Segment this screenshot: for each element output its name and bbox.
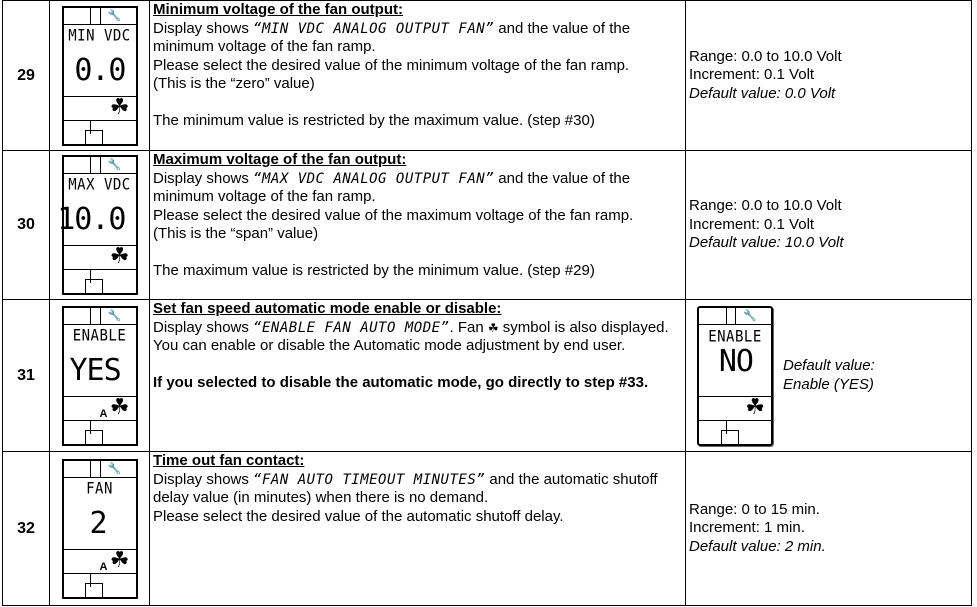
step-row-32 (3, 452, 972, 606)
range-text: Range: 0 to 15 min. (689, 500, 820, 518)
fan-icon: ☘ (487, 320, 499, 335)
default-text: Default value: 0.0 Volt (689, 84, 836, 102)
fan-icon: ☘ (109, 93, 130, 119)
desc-text: Display shows (153, 169, 254, 187)
step-title: Set fan speed automatic mode enable or disable: (153, 300, 502, 317)
wrench-icon: 🔧 (107, 309, 122, 322)
step-description (150, 452, 686, 606)
lcd-display-cell (50, 1, 150, 151)
desc-line: The minimum value is restricted by the maximum value. (step #30) (153, 111, 595, 129)
lcd-value: 10.0 (57, 202, 126, 237)
step-number: 31 (3, 300, 50, 452)
lcd-label: ENABLE (708, 327, 762, 346)
default-value: Enable (YES) (783, 375, 874, 393)
lcd-label: MIN VDC (68, 26, 131, 45)
step-title: Time out fan contact: (153, 452, 305, 469)
lcd-display (62, 306, 138, 446)
lcd-value: YES (69, 352, 121, 388)
settings-steps-table (2, 0, 972, 606)
desc-lcd-text: “ENABLE FAN AUTO MODE” (253, 319, 450, 336)
desc-line: (This is the “span” value) (153, 225, 319, 242)
step-number: 29 (3, 1, 50, 151)
step-number: 32 (3, 452, 50, 606)
step-description (150, 151, 686, 300)
desc-lcd-text: “FAN AUTO TIMEOUT MINUTES” (253, 471, 486, 488)
step-description (150, 1, 686, 151)
range-cell (686, 452, 972, 606)
lcd-label: FAN (86, 479, 113, 498)
desc-text: Display shows (153, 19, 254, 37)
increment-text: Increment: 1 min. (689, 519, 805, 537)
desc-line: Please select the desired value of the minimum voltage of the fan ramp. (153, 56, 630, 74)
range-cell (686, 151, 972, 300)
step-title: Maximum voltage of the fan output: (153, 151, 407, 168)
lcd-display-cell (50, 300, 150, 452)
lcd-display (62, 459, 138, 599)
desc-text: symbol is also displayed. You can enable or disable the Automatic mode adjustment by end user. (153, 318, 669, 354)
lcd-label: ENABLE (72, 326, 127, 345)
desc-text: Display shows (153, 318, 254, 336)
lcd-display (57, 155, 138, 295)
step-row-31 (3, 300, 972, 452)
range-text: Range: 0.0 to 10.0 Volt (689, 197, 842, 215)
desc-text: and the value of the minimum voltage of the fan ramp. (153, 19, 631, 55)
fan-icon: ☘ (109, 546, 130, 572)
wrench-icon: 🔧 (107, 159, 122, 171)
fan-icon: ☘ (109, 243, 130, 268)
lcd-value: 2 (89, 505, 107, 541)
default-text: Default value: 10.0 Volt (689, 234, 844, 252)
lcd-display-cell (50, 151, 150, 300)
desc-line: Please select the desired value of the automatic shutoff delay. (153, 507, 564, 525)
step-number: 30 (3, 151, 50, 300)
desc-lcd-text: “MAX VDC ANALOG OUTPUT FAN” (253, 170, 495, 187)
lcd-value: 0.0 (74, 52, 126, 88)
desc-lcd-text: “MIN VDC ANALOG OUTPUT FAN” (253, 20, 495, 37)
desc-line: (This is the “zero” value) (153, 75, 315, 92)
default-text: Default value: 2 min. (689, 537, 826, 555)
step-description (150, 300, 686, 452)
wrench-icon: 🔧 (107, 9, 122, 22)
increment-text: Increment: 0.1 Volt (689, 66, 815, 84)
step-title: Minimum voltage of the fan output: (153, 1, 403, 18)
fan-icon: ☘ (109, 393, 130, 419)
increment-text: Increment: 0.1 Volt (689, 215, 815, 233)
step-row-30 (3, 151, 972, 300)
desc-line: The maximum value is restricted by the minimum value. (step #29) (153, 261, 595, 279)
range-cell (686, 300, 972, 452)
auto-indicator: A (99, 560, 108, 573)
desc-text: and the automatic shutoff delay value (in minutes) when there is no demand. (153, 470, 658, 506)
lcd-display-cell (50, 452, 150, 606)
desc-text: and the value of the minimum voltage of the fan ramp. (153, 169, 631, 205)
lcd-display-default (697, 306, 773, 446)
lcd-value: NO (718, 343, 753, 379)
default-label: Default value: (783, 357, 875, 374)
wrench-icon: 🔧 (743, 309, 757, 322)
fan-icon: ☘ (745, 393, 765, 419)
auto-indicator: A (99, 407, 108, 420)
desc-line: Please select the desired value of the maximum voltage of the fan ramp. (153, 206, 634, 224)
lcd-label: MAX VDC (68, 175, 131, 195)
skip-instruction: If you selected to disable the automatic mode, go directly to step #33. (153, 373, 649, 391)
desc-text: Display shows (153, 470, 254, 488)
desc-text: . Fan (449, 318, 488, 336)
lcd-display (62, 6, 138, 146)
step-row-29 (3, 1, 972, 151)
range-cell (686, 1, 972, 151)
range-text: Range: 0.0 to 10.0 Volt (689, 47, 842, 65)
wrench-icon: 🔧 (107, 462, 122, 475)
